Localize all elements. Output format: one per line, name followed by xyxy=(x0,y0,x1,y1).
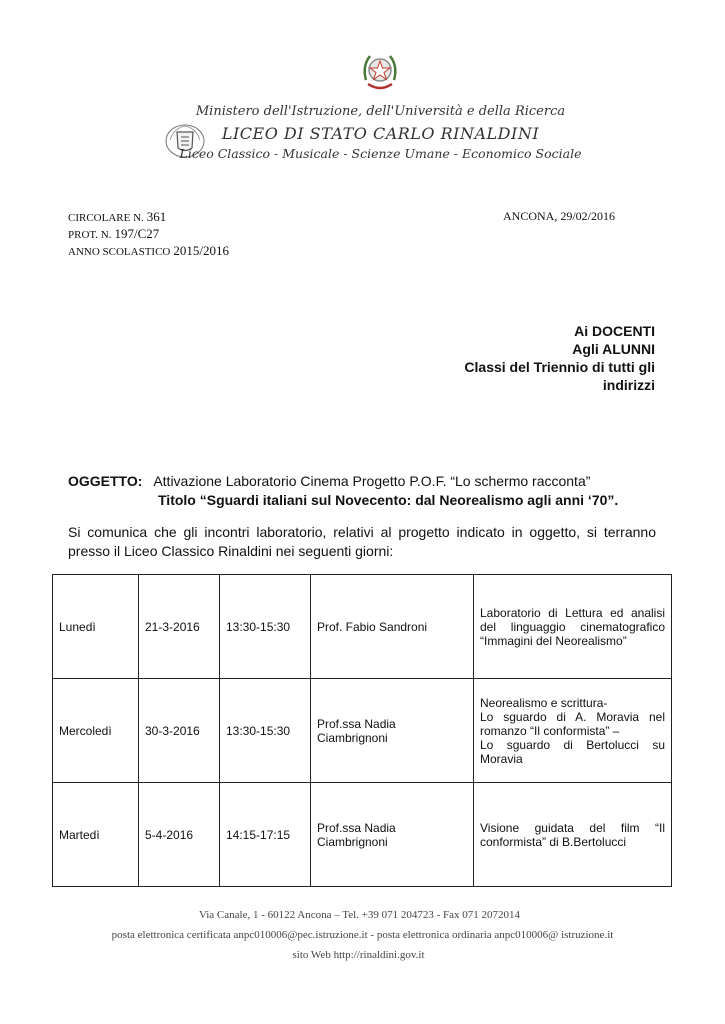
activity-line: Visione guidata del film “Il conformista” di B.Bertolucci xyxy=(480,820,665,849)
teacher-cell: Prof. Fabio Sandroni xyxy=(311,575,474,679)
recipient-line: Ai DOCENTI xyxy=(574,323,655,339)
table-row xyxy=(53,575,672,679)
footer-address: Via Canale, 1 - 60122 Ancona – Tel. +39 071 204723 - Fax 071 2072014 xyxy=(198,909,521,921)
teacher-cell: Prof.ssa Nadia Ciambrignoni xyxy=(311,783,474,887)
footer-emails: posta elettronica certificata anpc010006@pec.istruzione.it - posta elettronica ordinaria anpc010006@ istruzione.it xyxy=(111,929,614,941)
recipient-line: indirizzi xyxy=(602,377,655,393)
time-cell: 13:30-15:30 xyxy=(220,679,311,783)
anno-line: ANNO SCOLASTICO 2015/2016 xyxy=(68,243,229,258)
subject-label: OGGETTO: xyxy=(68,473,143,489)
place-date: ANCONA, 29/02/2016 xyxy=(502,209,615,223)
recipient-line: Agli ALUNNI xyxy=(572,341,655,357)
activity-line: Neorealismo e scrittura- xyxy=(480,695,608,710)
prot-line: PROT. N. 197/C27 xyxy=(68,226,160,241)
activity-line: Lo sguardo di Bertolucci su Moravia xyxy=(480,737,665,766)
table-row xyxy=(53,783,672,887)
teacher-cell: Prof.ssa Nadia Ciambrignoni xyxy=(311,679,474,783)
day-cell: Mercoledì xyxy=(53,679,139,783)
italian-republic-emblem-icon xyxy=(360,50,400,94)
school-name: LICEO DI STATO CARLO RINALDINI xyxy=(221,124,540,143)
activity-cell xyxy=(474,783,672,887)
recipient-line: Classi del Triennio di tutti gli xyxy=(464,359,655,375)
activity-cell xyxy=(474,679,672,783)
schedule-table xyxy=(52,574,672,887)
day-cell: Martedì xyxy=(53,783,139,887)
footer-website: sito Web http://rinaldini.gov.it xyxy=(292,949,425,961)
subject xyxy=(68,472,618,510)
activity-cell xyxy=(474,575,672,679)
date-cell: 30-3-2016 xyxy=(139,679,220,783)
subject-line2: Titolo “Sguardi italiani sul Novecento: dal Neorealismo agli anni ‘70”. xyxy=(158,492,619,508)
table-row xyxy=(53,679,672,783)
activity-line: Lo sguardo di A. Moravia nel romanzo “Il conformista” – xyxy=(480,709,665,738)
date-cell: 5-4-2016 xyxy=(139,783,220,887)
activity-line: Laboratorio di Lettura ed analisi del linguaggio cinematografico “Immagini del Neorealismo” xyxy=(480,605,665,648)
subject-line1: Attivazione Laboratorio Cinema Progetto P.O.F. “Lo schermo racconta” xyxy=(153,473,591,489)
circular-meta xyxy=(68,209,229,260)
ministry-line: Ministero dell'Istruzione, dell'Università e della Ricerca xyxy=(195,104,566,119)
time-cell: 13:30-15:30 xyxy=(220,575,311,679)
recipients xyxy=(464,322,655,394)
date-cell: 21-3-2016 xyxy=(139,575,220,679)
time-cell: 14:15-17:15 xyxy=(220,783,311,887)
circolare-line: CIRCOLARE N. 361 xyxy=(68,209,167,224)
school-branches: Liceo Classico - Musicale - Scienze Umane - Economico Sociale xyxy=(179,146,582,161)
day-cell: Lunedì xyxy=(53,575,139,679)
body-paragraph: Si comunica che gli incontri laboratorio, relativi al progetto indicato in oggetto, si terranno presso il Liceo Classico Rinaldini nei seguenti giorni: xyxy=(68,524,656,559)
